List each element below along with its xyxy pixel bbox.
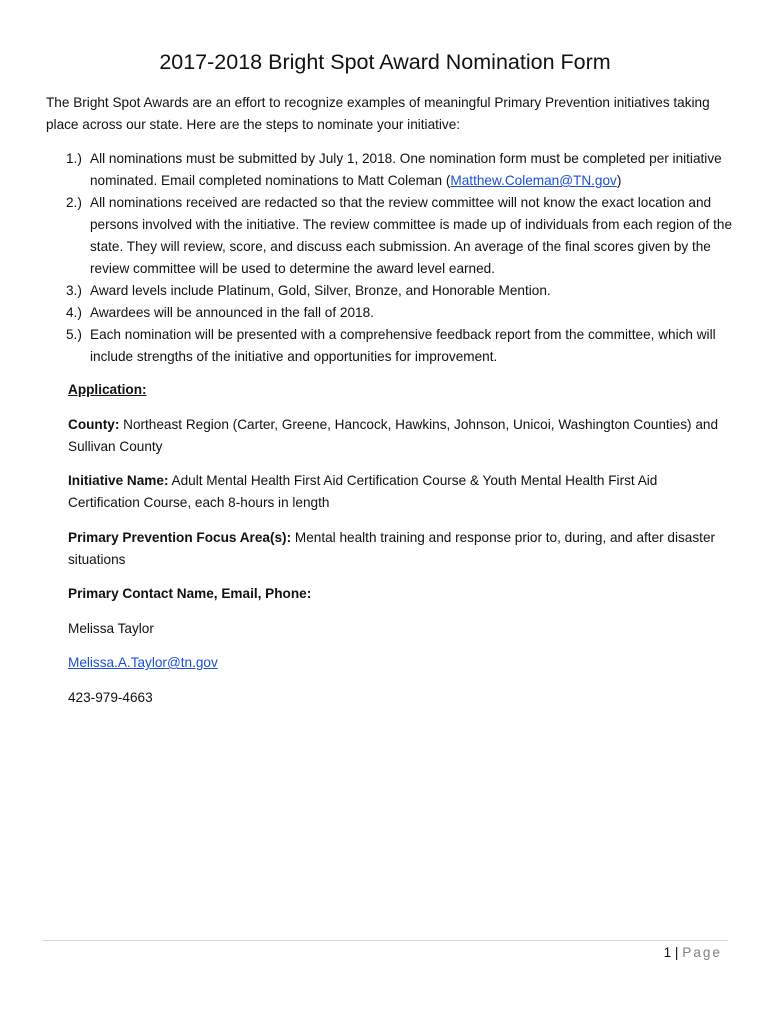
page-footer [664,942,722,964]
focus-area-field [68,527,728,571]
step-text: Each nomination will be presented with a comprehensive feedback report from the committee, which will include strengths of the initiative and opportunities for improvement. [90,327,716,364]
contact-phone: 423-979-4663 [68,690,153,705]
initiative-field [68,470,728,514]
footer-divider [42,940,728,941]
steps-list [66,148,734,368]
step-number: 4.) [66,305,82,320]
page-separator: | [671,945,683,960]
county-value: Northeast Region (Carter, Greene, Hancock, Hawkins, Johnson, Unicoi, Washington Counties) and Sullivan County [68,417,719,454]
contact-email-link[interactable]: Melissa.A.Taylor@tn.gov [68,655,218,670]
county-label: County: [68,417,120,432]
list-item [66,280,734,302]
step-number: 3.) [66,283,82,298]
focus-area-value: Mental health training and response prior to, during, and after disaster situations [68,530,716,567]
focus-area-label: Primary Prevention Focus Area(s): [68,530,292,545]
page-word: Page [682,945,722,960]
contact-label: Primary Contact Name, Email, Phone: [68,586,312,601]
initiative-value: Adult Mental Health First Aid Certification Course & Youth Mental Health First Aid Certification Course, each 8-hours in length [68,473,658,510]
application-heading: Application: [68,382,147,397]
step-text-end: ) [616,173,622,188]
step-text: Awardees will be announced in the fall of 2018. [90,305,374,320]
contact-email-field [68,652,728,674]
list-item [66,148,734,192]
list-item [66,302,734,324]
step-text: Award levels include Platinum, Gold, Silver, Bronze, and Honorable Mention. [90,283,551,298]
contact-name: Melissa Taylor [68,621,154,636]
step-text: All nominations must be submitted by July 1, 2018. One nomination form must be completed per initiative nominated. Email completed nominations to Matt Coleman ( [90,151,722,188]
step-text: All nominations received are redacted so that the review committee will not know the exact location and persons involved with the initiative. The review committee is made up of individuals from each region of the state. They will review, score, and discuss each submission. An average of the final scores given by the review committee will be used to determine the award level earned. [90,195,732,276]
initiative-label: Initiative Name: [68,473,169,488]
page-title: 2017-2018 Bright Spot Award Nomination Form [159,50,611,74]
county-field [68,414,728,458]
step-number: 1.) [66,151,82,166]
step-number: 5.) [66,327,82,342]
step-number: 2.) [66,195,82,210]
page-number: 1 [663,945,672,960]
coleman-email-link[interactable]: Matthew.Coleman@TN.gov [450,173,617,188]
list-item [66,192,734,280]
intro-paragraph: The Bright Spot Awards are an effort to recognize examples of meaningful Primary Prevention initiatives taking place across our state. Here are the steps to nominate your initiative: [46,95,710,132]
list-item [66,324,734,368]
